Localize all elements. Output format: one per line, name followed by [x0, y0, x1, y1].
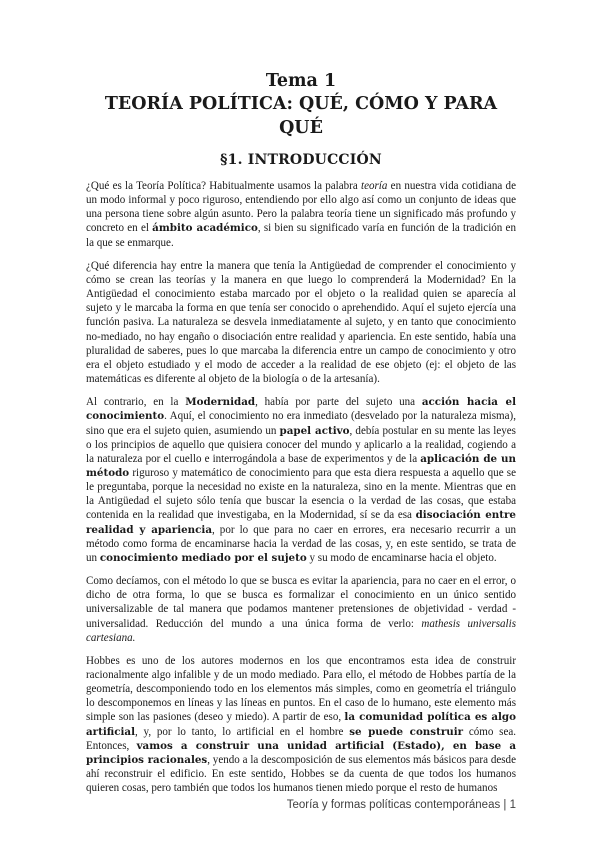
text-run: en nuestra vida cotidiana de un modo informal y poco riguroso, entendiendo por ello algo así como un conjunto de ideas que una persona tiene sobre algún asunto. Pero la palabra teoría tiene un significado más profundo y concreto en el: [86, 180, 516, 235]
bold-text: la comunidad política es algo artificial: [86, 711, 516, 738]
text-run: ¿Qué es la Teoría Política? Habitualmente usamos la palabra: [86, 180, 362, 192]
text-run: Hobbes es uno de los autores modernos en los que encontramos esta idea de construir racionalmente algo infalible y de un modo mediado. Para ello, el método de Hobbes partía de la geometría, descomponiendo todo en los elementos más simples, como en geometría el triángulo lo descomponemos en líneas y las líneas en puntos. En el caso de lo humano, este elemento más simple son las pasiones (deseo y miedo). A partir de eso,: [86, 654, 516, 724]
text-run: , por lo que para no caer en errores, era necesario recurrir a un método como forma de encaminarse hacia la verdad de las cosas, y, en este sentido, se trata de un: [86, 523, 517, 564]
text-run: , y, por lo tanto, lo artificial en el hombre: [135, 725, 350, 738]
text-run: Como decíamos, con el método lo que se busca es evitar la apariencia, para no caer en el error, o dicho de otra forma, lo que se busca es formalizar el conocimiento en un único sentido universalizable de tal manera que podamos mantener pretensiones de objetividad - verdad - universalidad. Reducción del mundo a una única forma de verlo:: [86, 575, 516, 630]
text-run: ¿Qué diferencia hay entre la manera que tenía la Antigüedad de comprender el conocimiento y cómo se crean las teorías y la manera en que luego lo comprenderá la Modernidad? En la Antigüedad el conocimiento estaba marcado por el objeto o la realidad quien se aparecía al sujeto y le marcaba la forma en que tenía ser conocido o aprehendido. Aquí el sujeto ejercía una función pasiva. La naturaleza se desvela inmediatamente al sujeto, y en tanto que conocimiento no-mediado, no hay engaño o disociación entre realidad y apariencia. En este sentido, había una pluralidad de saberes, pues lo que marcaba la diferencia entre un campo de conocimiento y otro era el objeto estudiado y el modo de acceder a la realidad de ese objeto (ej: el objeto de las matemáticas es diferente al objeto de la biología o de la artesanía).: [86, 259, 516, 386]
text-run: . Aquí, el conocimiento no era inmediato (desvelado por la naturaleza misma), sino que era el sujeto quien, asumiendo un: [86, 410, 516, 437]
paragraph: [86, 259, 516, 386]
italic-text: mathesis universalis cartesiana.: [86, 617, 516, 644]
text-run: , había por parte del sujeto una: [255, 396, 422, 409]
bold-text: aplicación de un método: [86, 452, 516, 479]
bold-text: acción hacia el conocimiento: [86, 396, 517, 423]
text-run: , yendo a la descomposición de sus elementos más básicos para desde ahí reconstruir el edificio. En este sentido, Hobbes se da cuenta de que todos los humanos quieren cosas, pero también que todos los humanos tienen miedo porque el resto de humanos: [86, 753, 516, 795]
text-run: , si bien su significado varía en función de la tradición en la que se enmarque.: [86, 222, 516, 249]
chapter-title: TEORÍA POLÍTICA: QUÉ, CÓMO Y PARA QUÉ: [104, 94, 498, 138]
text-run: y su modo de encaminarse hacia el objeto.: [306, 551, 497, 564]
bold-text: papel activo: [279, 424, 350, 437]
bold-text: disociación entre realidad y apariencia: [86, 509, 516, 536]
paragraph: [86, 574, 516, 645]
chapter-number: Tema 1: [265, 71, 337, 91]
bold-text: ámbito académico: [152, 222, 258, 235]
paragraph: [86, 395, 516, 565]
paragraph: [86, 654, 516, 796]
text-run: riguroso y matemático de conocimiento para que esta diera respuesta a aquello que se le preguntaba, porque la necesidad no existe en la naturaleza, sino en la mente. Mientras que en la Antigüedad el sujeto sólo tenía que buscar la esencia o la verdad de las cosas, que estaba contenida en la realidad que investigaba, en la Modernidad, sí se da esa: [86, 466, 516, 522]
body-text: [86, 179, 516, 795]
page-footer: Teoría y formas políticas contemporáneas | 1: [286, 799, 516, 811]
text-run: Al contrario, en la: [86, 396, 186, 409]
text-run: , debía postular en su mente las leyes o los principios de aquello que quisiera conocer del mundo y aplicarlo a la realidad, cogiendo a la naturaleza por el cuello e interrogándola a base de experimentos y de la: [86, 424, 516, 465]
paragraph: [86, 179, 516, 250]
italic-text: teoría: [361, 180, 388, 192]
bold-text: se puede construir: [349, 725, 464, 738]
bold-text: conocimiento mediado por el sujeto: [99, 551, 307, 564]
text-run: cómo sea. Entonces,: [86, 725, 517, 752]
bold-text: Modernidad: [185, 396, 256, 409]
bold-text: vamos a construir una unidad artificial (Estado), en base a principios racionales: [86, 739, 516, 766]
section-heading: §1. INTRODUCCIÓN: [220, 152, 382, 168]
